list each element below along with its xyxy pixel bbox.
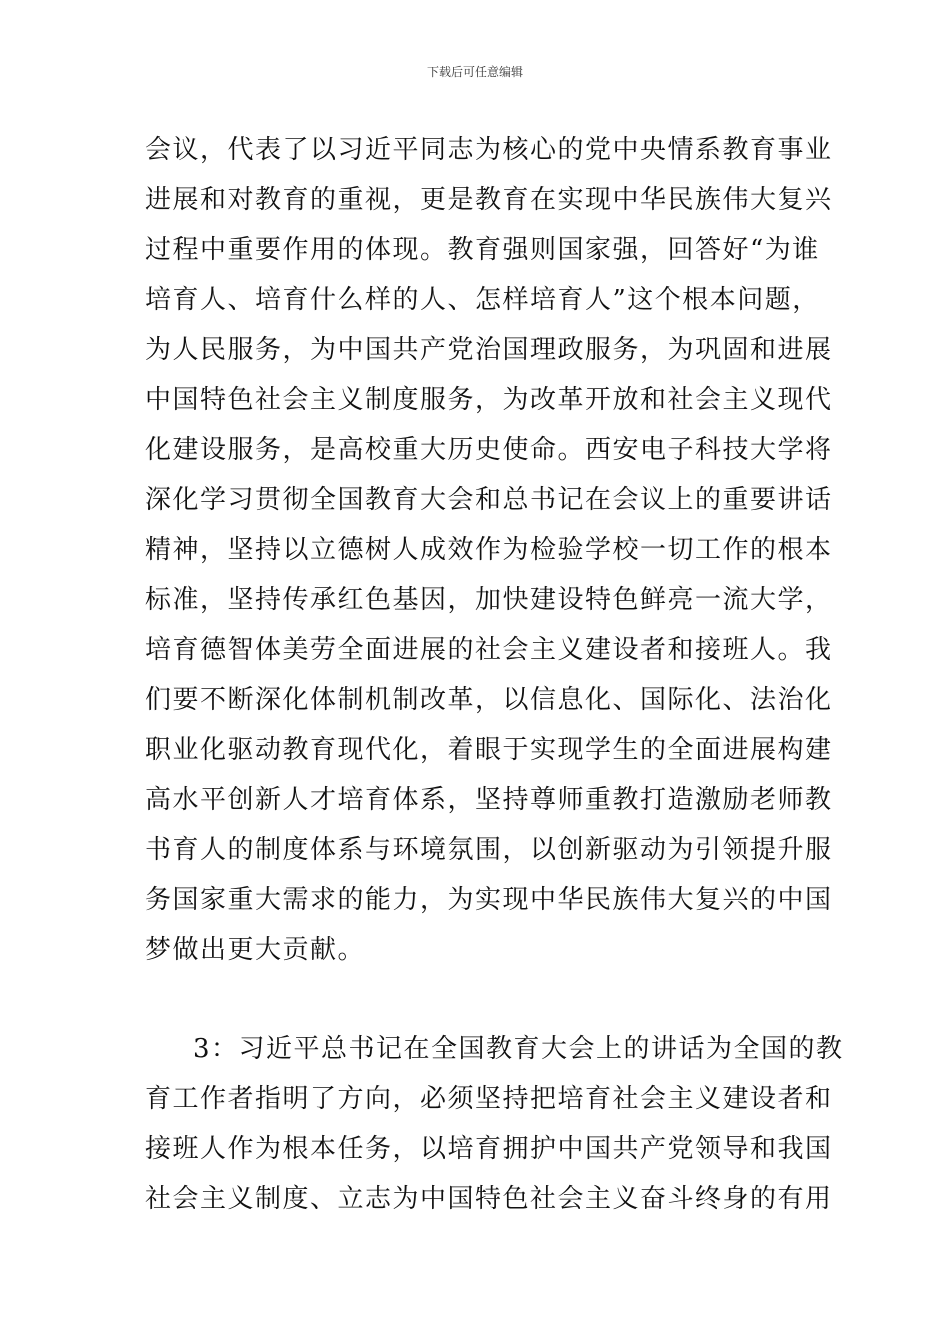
paragraph-line: 们要不断深化体制机制改革，以信息化、国际化、法治化 [145,685,833,715]
paragraph-line: 进展和对教育的重视，更是教育在实现中华民族伟大复兴 [145,185,833,215]
paragraph-line: 3：习近平总书记在全国教育大会上的讲话为全国的教 [193,1034,844,1064]
paragraph-line: 职业化驱动教育现代化，着眼于实现学生的全面进展构建 [145,735,833,765]
paragraph-line: 高水平创新人才培育体系，坚持尊师重教打造激励老师教 [145,785,833,815]
paragraph-line: 育工作者指明了方向，必须坚持把培育社会主义建设者和 [145,1084,833,1114]
paragraph-line: 书育人的制度体系与环境氛围，以创新驱动为引领提升服 [145,835,833,865]
paragraph-line: 培育德智体美劳全面进展的社会主义建设者和接班人。我 [145,635,833,665]
paragraph-line: 梦做出更大贡献。 [145,935,366,965]
paragraph-line: 务国家重大需求的能力，为实现中华民族伟大复兴的中国 [145,885,833,915]
paragraph-line: 精神，坚持以立德树人成效作为检验学校一切工作的根本 [145,535,833,565]
paragraph-line: 接班人作为根本任务，以培育拥护中国共产党领导和我国 [145,1134,833,1164]
header-note: 下载后可任意编辑 [426,65,523,79]
paragraph-line: 培育人、培育什么样的人、怎样培育人”这个根本问题， [145,285,820,315]
paragraph-line: 化建设服务，是高校重大历史使命。西安电子科技大学将 [145,435,833,465]
paragraph-line: 会议，代表了以习近平同志为核心的党中央情系教育事业 [145,135,833,165]
paragraph-line: 为人民服务，为中国共产党治国理政服务，为巩固和进展 [145,335,833,365]
paragraph-line: 社会主义制度、立志为中国特色社会主义奋斗终身的有用 [145,1184,833,1214]
paragraph-line: 深化学习贯彻全国教育大会和总书记在会议上的重要讲话 [145,485,833,515]
paragraph-line: 过程中重要作用的体现。教育强则国家强，回答好“为谁 [145,235,820,265]
paragraph-line: 标准，坚持传承红色基因，加快建设特色鲜亮一流大学， [145,585,833,615]
paragraph-line: 中国特色社会主义制度服务，为改革开放和社会主义现代 [145,385,833,415]
